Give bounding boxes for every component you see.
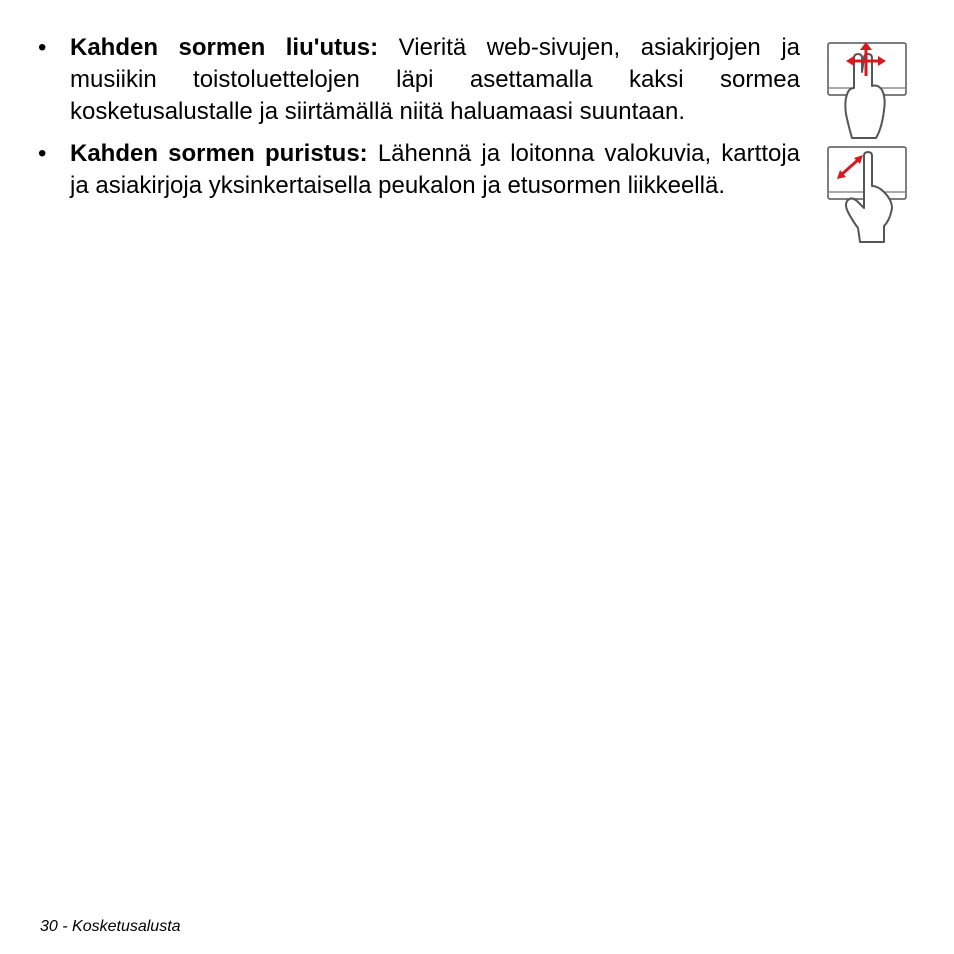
item-paragraph xyxy=(70,32,800,128)
section-name: Kosketusalusta xyxy=(72,918,181,935)
two-finger-scroll-icon xyxy=(826,40,910,149)
item-term: Kahden sormen puristus: xyxy=(70,140,368,167)
page-footer xyxy=(40,917,181,937)
item-description: Lähennä ja loitonna valokuvia, karttoja ja asiakirjoja yksinkertaisella peukalon ja etusormen liikkeellä. xyxy=(70,140,801,199)
item-term: Kahden sormen liu'utus: xyxy=(70,34,379,61)
bullet: • xyxy=(38,34,47,61)
bullet: • xyxy=(38,140,47,167)
page-number: 30 xyxy=(40,918,58,935)
footer-separator: - xyxy=(62,918,68,935)
item-description: Vieritä web-sivujen, asiakirjojen ja musiikin toistoluettelojen läpi asettamalla kaksi sormea kosketusalustalle ja siirtämällä niitä haluamaasi suuntaan. xyxy=(70,34,800,125)
pinch-zoom-icon xyxy=(826,146,910,251)
item-paragraph xyxy=(70,138,800,202)
